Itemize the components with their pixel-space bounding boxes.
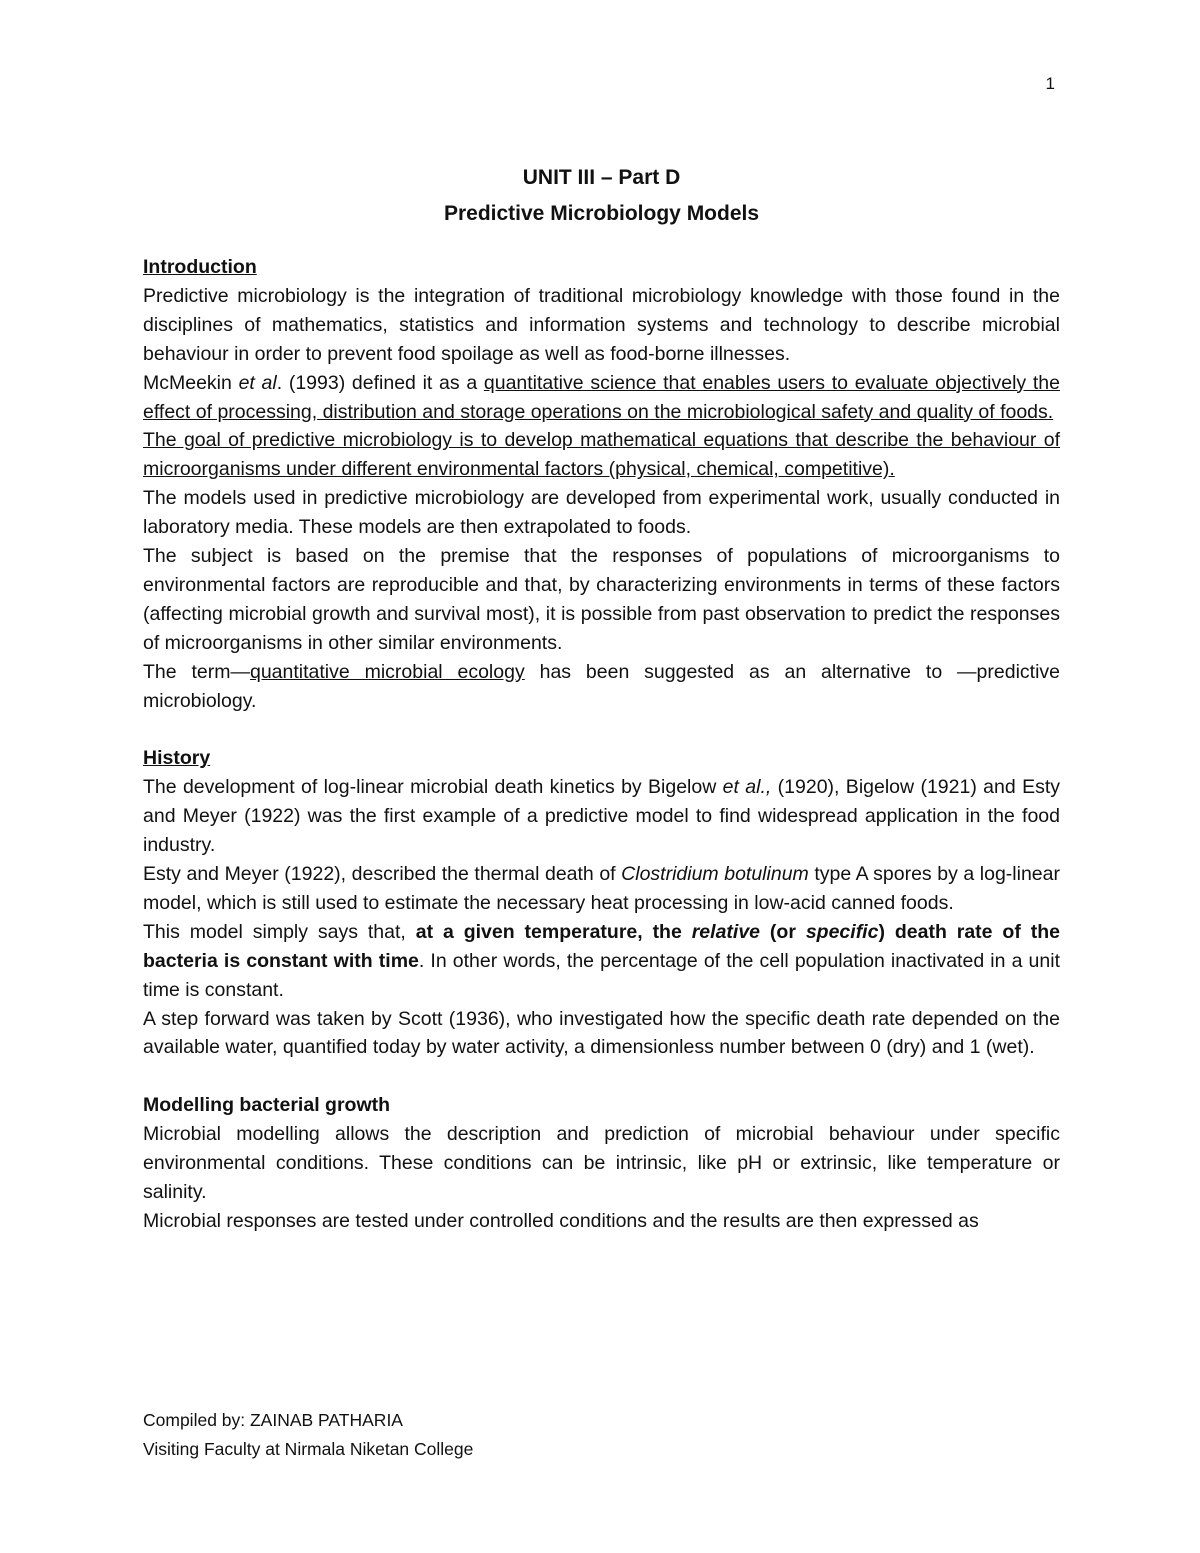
text-span: The term— <box>143 660 250 683</box>
goal-paragraph: The goal of predictive microbiology is to develop mathematical equations that describe the behaviour of microorganisms under different environmental factors (physical, chemical, competitive). <box>143 429 1060 481</box>
modelling-section <box>143 1091 1060 1236</box>
bold-text: (or <box>760 920 806 943</box>
introduction-paragraph: Predictive microbiology is the integration of traditional microbiology knowledge with those found in the disciplines of mathematics, statistics and information systems and technology to describe microbial behaviour in order to prevent food spoilage as well as food-borne illnesses. <box>143 284 1060 365</box>
bold-text: ) death rate of the bacteria is constant with time <box>143 920 1060 972</box>
et-al-italic: et al <box>238 371 277 394</box>
models-paragraph: The models used in predictive microbiology are developed from experimental work, usually conducted in laboratory media. These models are then extrapolated to foods. <box>143 487 1060 539</box>
term-underlined: quantitative microbial ecology <box>249 660 525 683</box>
text-span: Esty and Meyer (1922), described the thermal death of <box>143 863 622 886</box>
definition-paragraph <box>143 369 1060 427</box>
modelling-paragraph: Microbial modelling allows the description and prediction of microbial behaviour under specific environmental conditions. These conditions can be intrinsic, like pH or extrinsic, like temperature or salinity. <box>143 1123 1060 1203</box>
species-name: Clostridium botulinum <box>621 863 809 886</box>
text-span: (1920), Bigelow (1921) and Esty and Meyer (1922) was the first example of a predictive model to find widespread application in the food industry. <box>143 776 1060 857</box>
document-body <box>143 253 1060 1236</box>
history-heading: History <box>143 747 211 770</box>
page-number: 1 <box>1045 74 1055 93</box>
compiled-by: Compiled by: ZAINAB PATHARIA <box>143 1410 403 1430</box>
history-paragraph <box>143 773 1060 860</box>
affiliation: Visiting Faculty at Nirmala Niketan College <box>143 1439 474 1459</box>
bold-text: at a given temperature, the <box>415 920 692 943</box>
unit-title: UNIT III – Part D <box>522 166 681 189</box>
esty-meyer-paragraph <box>143 860 1060 918</box>
text-span: McMeekin <box>143 371 239 394</box>
responses-paragraph: Microbial responses are tested under controlled conditions and the results are then expressed as <box>143 1209 979 1232</box>
bold-italic-text: specific <box>805 920 879 943</box>
page-footer <box>143 1406 473 1464</box>
bold-italic-text: relative <box>691 920 761 943</box>
text-span: type A spores by a log-linear model, which is still used to estimate the necessary heat processing in low-acid canned foods. <box>143 863 1060 914</box>
text-span: This model simply says that, <box>143 920 416 943</box>
title-block <box>143 160 1060 232</box>
definition-underlined: quantitative science that enables users to evaluate objectively the effect of processing, distribution and storage operations on the microbiological safety and quality of foods. <box>143 371 1060 423</box>
document-title: Predictive Microbiology Models <box>443 202 760 225</box>
spacer <box>143 716 1060 745</box>
modelling-heading: Modelling bacterial growth <box>143 1094 391 1117</box>
introduction-section <box>143 253 1060 716</box>
premise-paragraph: The subject is based on the premise that the responses of populations of microorganisms to environmental factors are reproducible and that, by characterizing environments in terms of these factors (affecting microbial growth and survival most), it is possible from past observation to predict the responses of microorganisms in other similar environments. <box>143 545 1060 654</box>
history-section <box>143 744 1060 1062</box>
text-span: . (1993) defined it as a <box>276 371 484 394</box>
term-paragraph <box>143 658 1060 716</box>
text-span: has been suggested as an alternative to —predictive microbiology. <box>143 660 1060 712</box>
text-span: . In other words, the percentage of the cell population inactivated in a unit time is constant. <box>143 949 1060 1001</box>
text-span: The development of log-linear microbial death kinetics by Bigelow <box>143 776 723 799</box>
model-paragraph <box>143 918 1060 1005</box>
introduction-heading: Introduction <box>143 256 257 278</box>
spacer <box>143 1062 1060 1091</box>
scott-paragraph: A step forward was taken by Scott (1936), who investigated how the specific death rate depended on the available water, quantified today by water activity, a dimensionless number between 0 (dry) and 1 (wet). <box>143 1007 1060 1059</box>
et-al-italic: et al., <box>722 776 772 799</box>
